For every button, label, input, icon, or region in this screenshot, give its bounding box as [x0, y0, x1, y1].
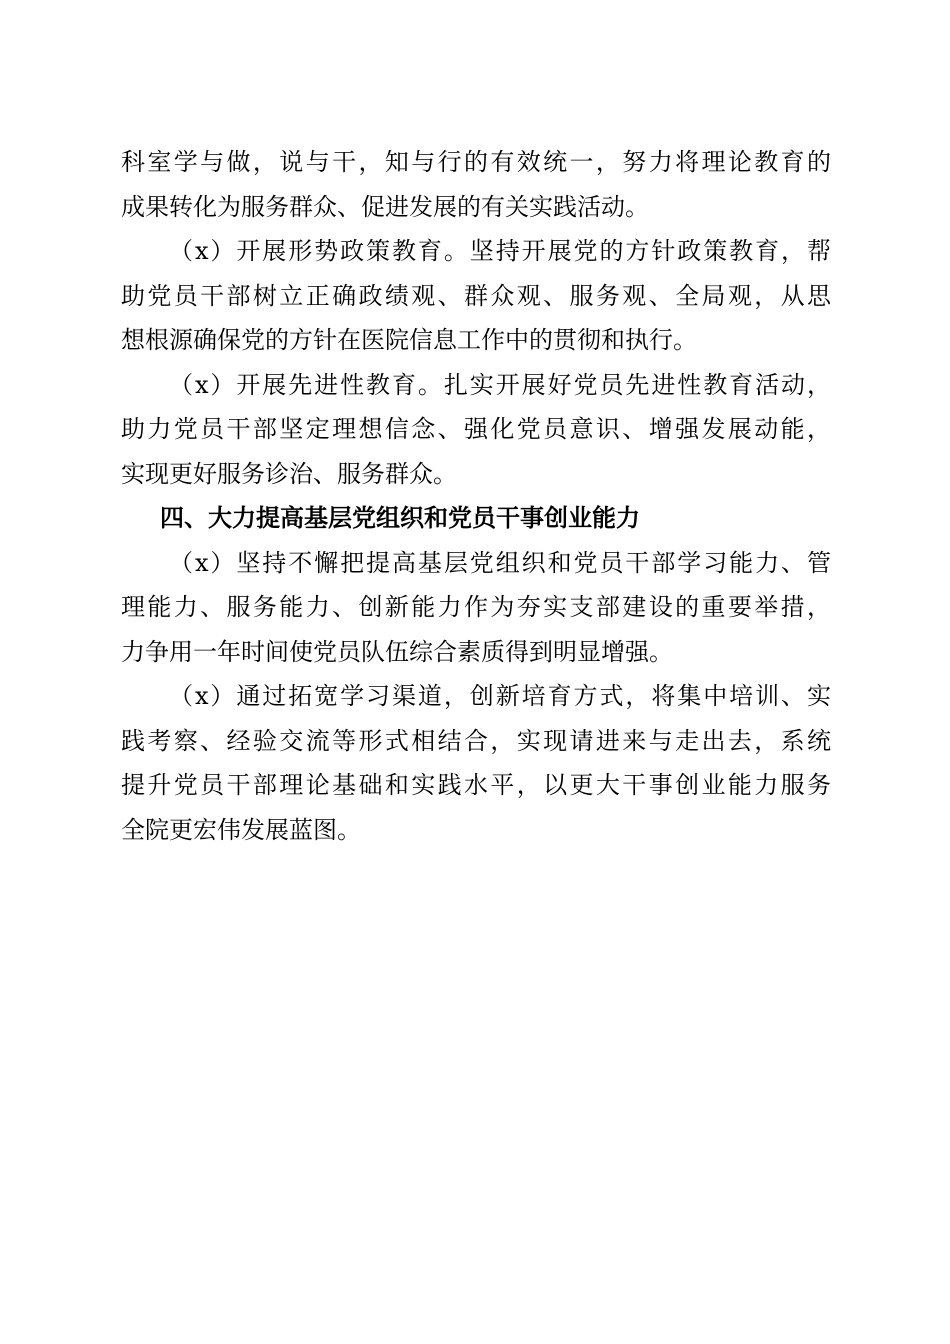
text-line: 提升党员干部理论基础和实践水平，以更大干事创业能力服务 [121, 771, 831, 799]
text-line: 科室学与做，说与干，知与行的有效统一，努力将理论教育的 [121, 148, 831, 176]
text-line: 全院更宏伟发展蓝图。 [121, 815, 361, 844]
text-line: 助党员干部树立正确政绩观、群众观、服务观、全局观，从思 [121, 281, 831, 310]
text-line: 践考察、经验交流等形式相结合，实现请进来与走出去，系统 [121, 726, 831, 755]
section-heading [121, 496, 831, 541]
text-line: 助力党员干部坚定理想信念、强化党员意识、增强发展动能， [121, 415, 831, 443]
text-line: 理能力、服务能力、创新能力作为夯实支部建设的重要举措， [121, 593, 831, 621]
text-line: （x）开展形势政策教育。坚持开展党的方针政策教育，帮 [169, 237, 831, 265]
text-line: 想根源确保党的方针在医院信息工作中的贯彻和执行。 [121, 326, 697, 354]
text-line: 成果转化为服务群众、促进发展的有关实践活动。 [121, 192, 649, 221]
text-line: （x）通过拓宽学习渠道，创新培育方式，将集中培训、实 [169, 682, 831, 710]
text-line: 力争用一年时间使党员队伍综合素质得到明显增强。 [121, 637, 673, 666]
paragraph-continuation [121, 140, 831, 229]
paragraph-capability [121, 541, 831, 675]
paragraph-advanced-education [121, 363, 831, 497]
text-line: （x）开展先进性教育。扎实开展好党员先进性教育活动， [169, 370, 831, 399]
paragraph-training [121, 674, 831, 852]
text-line: （x）坚持不懈把提高基层党组织和党员干部学习能力、管 [169, 548, 831, 577]
text-line: 实现更好服务诊治、服务群众。 [121, 459, 457, 488]
section-heading-text: 四、大力提高基层党组织和党员干事创业能力 [160, 504, 640, 532]
paragraph-policy-education [121, 229, 831, 363]
document-body [121, 140, 831, 852]
